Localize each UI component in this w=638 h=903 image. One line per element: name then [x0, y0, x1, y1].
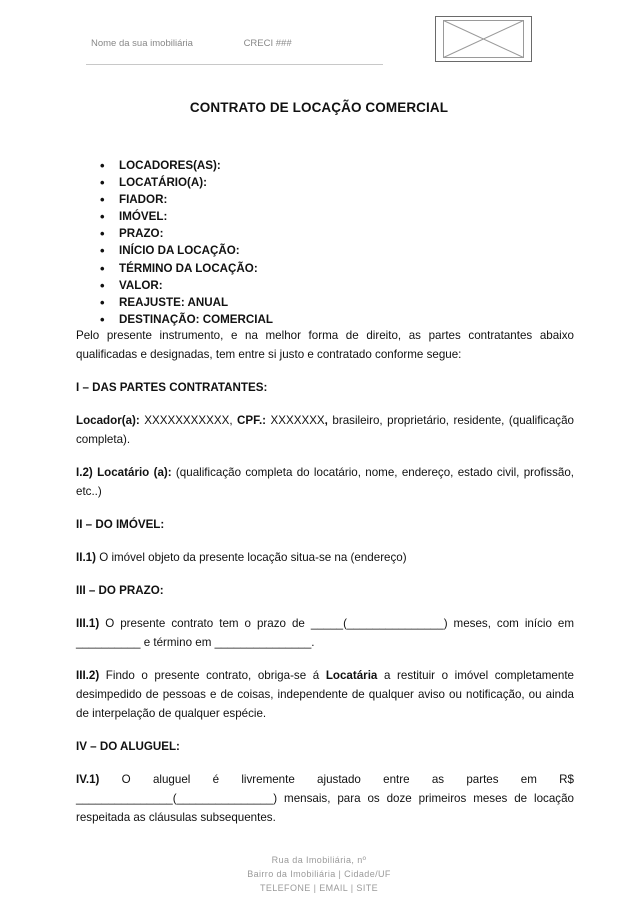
clause-text: brasileiro, proprietário, residente, (qualificação completa). [76, 414, 574, 446]
section-heading [76, 378, 574, 397]
footer-address: Rua da Imobiliária, nº [271, 855, 367, 865]
list-item: • DESTINAÇÃO: COMERCIAL [100, 311, 273, 328]
clause-text: Findo o presente contrato, obriga-se á [99, 669, 326, 682]
list-item: • LOCATÁRIO(A): [100, 174, 273, 191]
list-item: • INÍCIO DA LOCAÇÃO: [100, 242, 273, 259]
creci-number: CRECI ### [243, 38, 292, 49]
locatario-clause [76, 463, 574, 501]
aluguel-clause-1 [76, 770, 574, 827]
letterhead [91, 38, 292, 49]
prazo-clause-1 [76, 614, 574, 652]
contract-body [76, 326, 574, 841]
list-item: • REAJUSTE: ANUAL [100, 294, 273, 311]
list-item: • VALOR: [100, 277, 273, 294]
document-title: CONTRATO DE LOCAÇÃO COMERCIAL [189, 100, 449, 115]
list-item: • IMÓVEL: [100, 208, 273, 225]
footer-contacts: TELEFONE | EMAIL | SITE [259, 883, 379, 893]
section-heading [76, 581, 574, 600]
header-divider [86, 64, 383, 65]
prazo-clause-2 [76, 666, 574, 723]
section-heading [76, 515, 574, 534]
list-item: • TÉRMINO DA LOCAÇÃO: [100, 260, 273, 277]
clause-label: , [324, 414, 328, 427]
clause-label: III.2) [76, 669, 100, 682]
clause-text: (qualificação completa do locatário, nome, endereço, estado civil, profissão, etc..) [76, 466, 574, 498]
list-item: • LOCADORES(AS): [100, 157, 273, 174]
clause-text: O presente contrato tem o prazo de _____(_______________) meses, com início em __________ e término em _______________. [76, 617, 574, 649]
footer-neighborhood: Bairro da Imobiliária | Cidade/UF [247, 869, 391, 879]
clause-label: CPF.: [237, 414, 267, 427]
section-heading-text: I – DAS PARTES CONTRATANTES: [76, 381, 268, 394]
clause-text: O aluguel é livremente ajustado entre as partes em R$ _______________(_______________) mensais, para os doze primeiros meses de locação respeitada as cláusulas subsequentes. [76, 773, 574, 824]
list-item: • FIADOR: [100, 191, 273, 208]
clause-label: II.1) [76, 551, 96, 564]
clause-text: XXXXXXXXXXX, [139, 414, 238, 427]
locador-clause [76, 411, 574, 449]
clause-label: Locador(a): [76, 414, 140, 427]
clause-label: IV.1) [76, 773, 100, 786]
clause-text: a restituir o imóvel completamente desimpedido de pessoas e de coisas, independente de qualquer aviso ou notificação, ou ainda de interpelação de qualquer espécie. [76, 669, 575, 720]
agency-name: Nome da sua imobiliária [91, 38, 193, 49]
section-heading-text: II – DO IMÓVEL: [76, 518, 165, 531]
contract-summary-list [100, 157, 273, 328]
section-heading-text: IV – DO ALUGUEL: [76, 740, 180, 753]
section-heading [76, 737, 574, 756]
imovel-clause [76, 548, 574, 567]
clause-emphasis: Locatária [325, 669, 378, 682]
clause-text: O imóvel objeto da presente locação situa-se na (endereço) [95, 551, 407, 564]
intro-paragraph: Pelo presente instrumento, e na melhor forma de direito, as partes contratantes abaixo qualificadas e designadas, tem entre si justo e contratado conforme segue: [76, 329, 574, 361]
list-item: • PRAZO: [100, 225, 273, 242]
clause-label: III.1) [76, 617, 100, 630]
section-heading-text: III – DO PRAZO: [76, 584, 164, 597]
clause-text: XXXXXXX [266, 414, 325, 427]
page-footer [0, 853, 638, 895]
logo-placeholder-icon [435, 16, 532, 62]
clause-label: I.2) Locatário (a): [76, 466, 172, 479]
